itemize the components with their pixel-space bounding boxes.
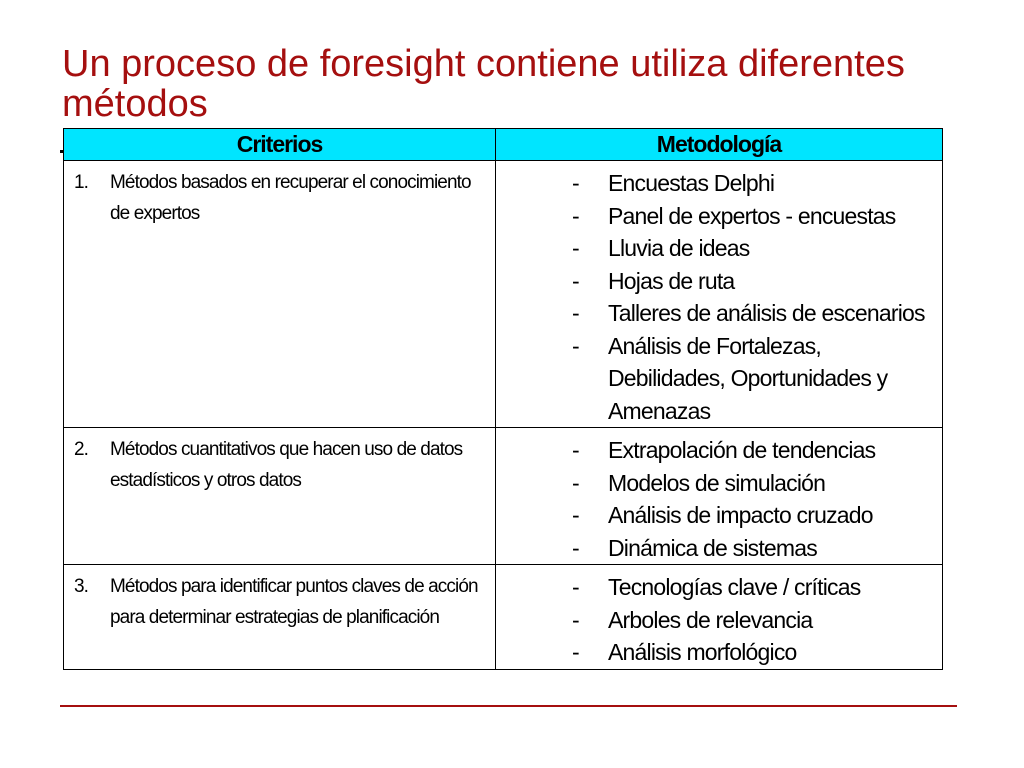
criterion-number: 3. xyxy=(74,576,89,597)
list-item xyxy=(572,532,932,565)
dash-bullet: - xyxy=(572,170,579,196)
method-text: Encuestas Delphi xyxy=(608,170,775,196)
methods-cell xyxy=(496,428,943,565)
list-item xyxy=(572,265,932,298)
table-row xyxy=(64,428,943,565)
criterion-number: 2. xyxy=(74,439,89,460)
table-row xyxy=(64,565,943,670)
method-text: Hojas de ruta xyxy=(608,267,735,294)
dash-bullet: - xyxy=(572,235,579,261)
method-text: Arboles de relevancia xyxy=(608,606,813,633)
list-item xyxy=(572,571,932,604)
table-row xyxy=(64,161,943,428)
dash-bullet: - xyxy=(572,574,579,600)
method-text: Talleres de análisis de escenarios xyxy=(608,300,925,326)
method-text: Modelos de simulación xyxy=(608,469,826,496)
criterion-text: Métodos cuantitativos que hacen uso de datos estadísticos y otros datos xyxy=(110,439,463,491)
list-item xyxy=(572,604,932,637)
list-item xyxy=(572,330,932,428)
dash-bullet: - xyxy=(572,639,579,665)
list-item xyxy=(572,467,932,500)
method-text: Tecnologías clave / críticas xyxy=(608,574,861,600)
method-text: Análisis de impacto cruzado xyxy=(608,502,873,528)
list-item xyxy=(572,232,932,265)
method-text: Panel de expertos - encuestas xyxy=(608,202,896,229)
method-text: Análisis morfológico xyxy=(608,639,797,665)
dash-bullet: - xyxy=(572,606,579,633)
list-item xyxy=(572,200,932,233)
methods-cell xyxy=(496,565,943,670)
list-item xyxy=(572,499,932,532)
method-text: Lluvia de ideas xyxy=(608,235,750,261)
header-metodologia: Metodología xyxy=(496,129,943,161)
list-item xyxy=(572,434,932,467)
methods-list xyxy=(496,565,942,669)
method-text: Extrapolación de tendencias xyxy=(608,437,876,463)
list-item xyxy=(572,297,932,330)
method-text: Análisis de Fortalezas, Debilidades, Oportunidades y Amenazas xyxy=(608,332,888,424)
list-item xyxy=(572,167,932,200)
method-text: Dinámica de sistemas xyxy=(608,534,817,561)
slide-title: Un proceso de foresight contiene utiliza diferentes métodos xyxy=(62,43,905,125)
bottom-divider xyxy=(60,705,957,707)
methods-list xyxy=(496,428,942,564)
criterion-cell xyxy=(64,565,496,670)
dash-bullet: - xyxy=(572,332,579,359)
methods-list xyxy=(496,161,942,427)
table-header-row xyxy=(64,129,943,161)
criterion-text: Métodos para identificar puntos claves de acción para determinar estrategias de planificación xyxy=(110,576,478,628)
criterion-text: Métodos basados en recuperar el conocimiento de expertos xyxy=(110,172,471,224)
list-item xyxy=(572,636,932,669)
dash-bullet: - xyxy=(572,300,579,326)
dash-bullet: - xyxy=(572,437,579,463)
methods-cell xyxy=(496,161,943,428)
criterion-number: 1. xyxy=(74,172,89,193)
dash-bullet: - xyxy=(572,469,579,496)
dash-bullet: - xyxy=(572,202,579,229)
criterion-cell xyxy=(64,161,496,428)
header-criterios: Criterios xyxy=(64,129,496,161)
dash-bullet: - xyxy=(572,502,579,528)
criterion-cell xyxy=(64,428,496,565)
methods-table xyxy=(63,128,943,670)
dash-bullet: - xyxy=(572,534,579,561)
dash-bullet: - xyxy=(572,267,579,294)
